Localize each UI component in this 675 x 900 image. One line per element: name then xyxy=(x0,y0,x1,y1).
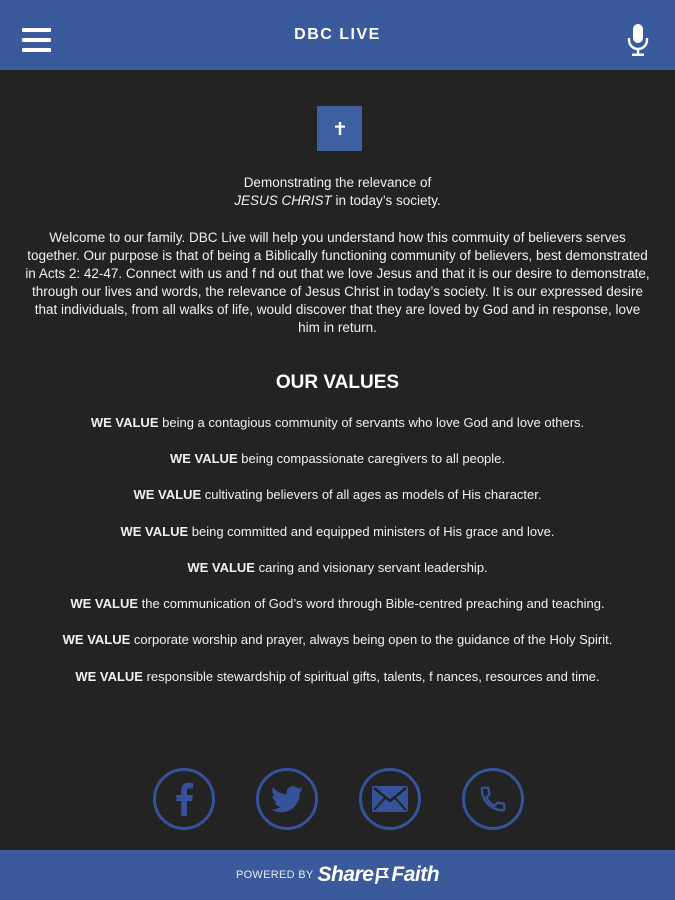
value-text: being committed and equipped ministers of His grace and love. xyxy=(188,524,555,539)
welcome-line: together. Our purpose is that of being a Biblically functioning community of believers, best demonstrated xyxy=(27,248,648,263)
value-prefix: WE VALUE xyxy=(75,669,143,684)
menu-button[interactable] xyxy=(22,28,51,52)
value-prefix: WE VALUE xyxy=(70,596,139,611)
tagline-rest: in today’s society. xyxy=(331,193,441,208)
value-text: caring and visionary servant leadership. xyxy=(254,560,488,575)
value-prefix: WE VALUE xyxy=(62,632,131,647)
hamburger-menu-icon xyxy=(22,28,51,32)
value-item xyxy=(0,595,675,613)
cross-icon xyxy=(333,121,347,137)
brand-part2: Faith xyxy=(391,863,440,886)
welcome-line: through our lives and words, the relevance of Jesus Christ in today’s society. It is our expressed desire xyxy=(31,284,644,299)
app-title: DBC LIVE xyxy=(294,26,381,43)
phone-icon xyxy=(478,784,508,814)
facebook-icon xyxy=(174,782,194,816)
sharefaith-logo xyxy=(318,863,440,887)
welcome-text xyxy=(12,229,663,337)
value-prefix: WE VALUE xyxy=(120,524,189,539)
value-text: the communication of God’s word through Bible-centred preaching and teaching. xyxy=(138,596,605,611)
microphone-button[interactable] xyxy=(627,24,649,56)
powered-by-footer xyxy=(0,850,675,900)
value-text: being compassionate caregivers to all people. xyxy=(237,451,506,466)
tagline-emphasis: JESUS CHRIST xyxy=(234,193,332,208)
brand-part1: Share xyxy=(317,863,374,886)
value-item xyxy=(0,486,675,504)
value-item xyxy=(0,450,675,468)
welcome-line: Welcome to our family. DBC Live will help you understand how this commuity of believers serves xyxy=(49,230,626,245)
brand-flag-icon xyxy=(374,866,390,884)
value-item xyxy=(0,523,675,541)
value-text: responsible stewardship of spiritual gifts, talents, f nances, resources and time. xyxy=(142,669,600,684)
value-item xyxy=(0,631,675,649)
welcome-line: that individuals, from all walks of life, would discover that they are loved by God and in response, love xyxy=(34,302,641,317)
value-text: cultivating believers of all ages as models of His character. xyxy=(201,487,542,502)
app-header xyxy=(0,0,675,70)
value-prefix: WE VALUE xyxy=(187,560,255,575)
value-text: corporate worship and prayer, always being open to the guidance of the Holy Spirit. xyxy=(130,632,613,647)
microphone-icon xyxy=(627,24,649,56)
welcome-line: in Acts 2: 42-47. Connect with us and f nd out that we love Jesus and that it is our desire to demonstrate, xyxy=(25,266,650,281)
email-button[interactable] xyxy=(359,768,421,830)
welcome-line: him in return. xyxy=(298,320,377,335)
church-logo xyxy=(317,106,362,151)
value-item xyxy=(0,559,675,577)
tagline-line1: Demonstrating the relevance of xyxy=(243,175,432,190)
value-text: being a contagious community of servants who love God and love others. xyxy=(158,415,585,430)
value-prefix: WE VALUE xyxy=(133,487,202,502)
powered-by-label: POWERED BY xyxy=(235,869,314,881)
values-heading: OUR VALUES xyxy=(275,372,400,393)
twitter-button[interactable] xyxy=(256,768,318,830)
envelope-icon xyxy=(372,786,408,812)
social-links xyxy=(0,768,675,830)
value-prefix: WE VALUE xyxy=(90,415,159,430)
value-prefix: WE VALUE xyxy=(169,451,238,466)
value-item xyxy=(0,414,675,432)
value-item xyxy=(0,668,675,686)
facebook-button[interactable] xyxy=(153,768,215,830)
phone-button[interactable] xyxy=(462,768,524,830)
tagline xyxy=(0,174,675,210)
twitter-icon xyxy=(271,786,303,813)
main-content xyxy=(0,70,675,850)
tagline-line2 xyxy=(0,192,675,210)
